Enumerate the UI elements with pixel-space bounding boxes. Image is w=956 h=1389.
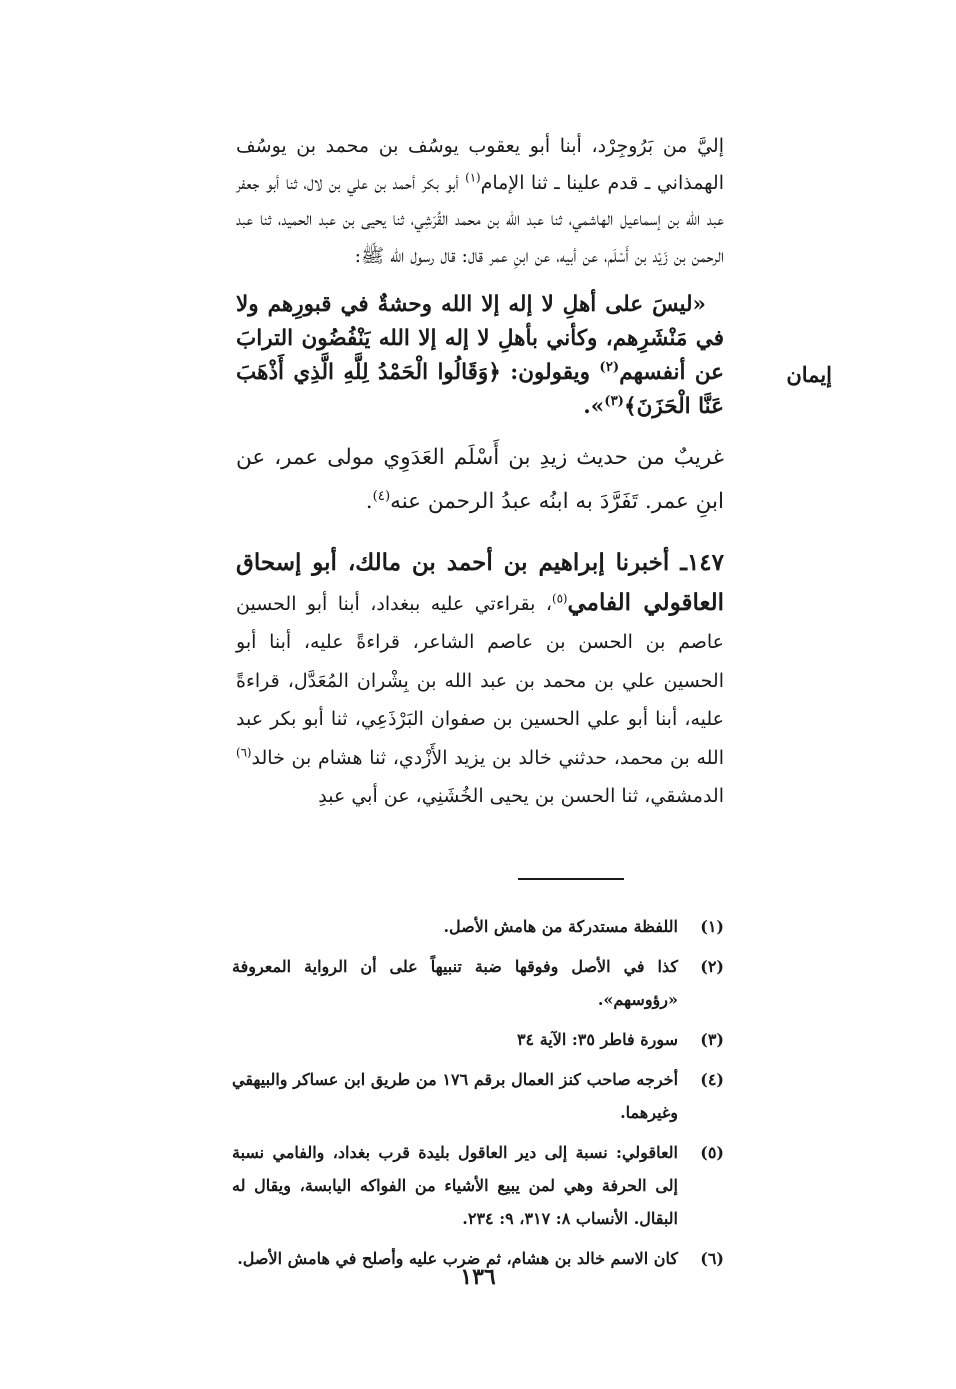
footnotes	[232, 910, 724, 1282]
text-span: غريبٌ من حديث زيدِ بن أَسْلَم العَدَوِي مولى عمر، عن ابنِ عمر. تَفَرَّدَ به ابنُه عبدُ الرحمن عنه	[236, 445, 724, 514]
footnote-text: أخرجه صاحب كنز العمال برقم ١٧٦ من طريق ابن عساكر والبيهقي وغيرهما.	[232, 1070, 679, 1122]
footnote-ref-6[interactable]: (٦)	[236, 745, 252, 760]
footnote-text: سورة فاطر ٣٥: الآية ٣٤	[516, 1030, 678, 1049]
text-span: أبو بكر أحمد بن علي بن لال، ثنا أبو جعفر عبد الله بن إسماعيل الهاشمي، ثنا عبد الله بن محمد القُرَشِي، ثنا يحيى بن عبد الحميد، ثنا عبد الرحمن بن زَيْد بن أَسْلَم، عن أبيه، عن ابنِ عمر قال: قال رسول الله ﷺ:	[236, 171, 724, 267]
text-span: إليَّ من بَرُوجِرْد، أبنا أبو يعقوب يوسُف بن محمد بن يوسُف الهمذاني ـ قدم علينا ـ ثنا الإمام	[236, 135, 724, 194]
footnote-number: (٤)	[700, 1070, 724, 1089]
paragraph-entry-147	[236, 544, 724, 816]
paragraph-comment	[236, 436, 724, 524]
paragraph-isnad	[236, 128, 724, 274]
footnote-ref-5[interactable]: (٥)	[551, 591, 568, 606]
footnote-text: كان الاسم خالد بن هشام، ثم ضرب عليه وأصلح في هامش الأصل.	[237, 1249, 678, 1268]
footnote-number: (١)	[700, 917, 724, 936]
paragraph-hadith	[236, 288, 724, 424]
text-span: الدمشقي، ثنا الحسن بن يحيى الخُشَنِي، عن أبي عبدِ	[318, 785, 724, 807]
entry-heading: ١٤٧ـ أخبرنا إبراهيم بن أحمد بن مالك، أبو إسحاق العاقولي الفامي	[236, 549, 724, 616]
text-span: «ليسَ على أهلِ لا إله إلا الله وحشةٌ في قبورِهم ولا في مَنْشَرِهم، وكأني بأهلِ لا إله إلا الله يَنْفُضُون الترابَ عن أنفسهم	[236, 292, 725, 385]
footnote-number: (٦)	[700, 1249, 724, 1268]
main-text	[236, 128, 724, 816]
footnote-ref-2[interactable]: (٢)	[599, 358, 620, 375]
page-number: ١٣٦	[460, 1264, 496, 1290]
footnote-text: اللفظة مستدركة من هامش الأصل.	[443, 917, 678, 936]
footnote-item	[232, 910, 724, 943]
footnote-item	[232, 1023, 724, 1056]
text-span: ، بقراءتي عليه ببغداد، أبنا أبو الحسين عاصم بن الحسن بن عاصم الشاعر، قراءةً عليه، أبنا أبو الحسين علي بن محمد بن عبد الله بن بِشْران المُعَدَّل، قراءةً عليه، أبنا أبو علي الحسين بن صفوان البَرْذَعِي، ثنا أبو بكر عبد الله بن محمد، حدثني خالد بن يزيد الأَزْدي، ثنا هشام بن خالد	[236, 592, 724, 769]
margin-note: إيمان	[786, 362, 832, 387]
footnote-number: (٣)	[700, 1030, 724, 1049]
footnote-ref-4[interactable]: (٤)	[372, 488, 391, 504]
footnote-text: العاقولي: نسبة إلى دير العاقول بليدة قرب بغداد، والفامي نسبة إلى الحرفة وهي لمن يبيع الأشياء من الفواكه اليابسة، ويقال له البقال. الأنساب ٨: ٣١٧، ٩: ٢٣٤.	[232, 1143, 678, 1228]
quran-verse: ﴿وَقَالُوا الْحَمْدُ لِلَّهِ الَّذِي أَذْهَبَ عَنَّا الْحَزَنَ﴾	[236, 360, 724, 419]
footnote-number: (٢)	[700, 957, 724, 976]
footnote-text: كذا في الأصل وفوقها ضبة تنبيهاً على أن الرواية المعروفة «رؤوسهم».	[232, 957, 678, 1009]
footnote-item	[232, 1136, 724, 1235]
text-span: .	[365, 489, 373, 514]
text-span: ».	[583, 394, 605, 419]
footnote-item	[232, 950, 724, 1016]
footnote-number: (٥)	[700, 1143, 724, 1162]
text-span: ويقولون:	[500, 360, 600, 385]
footnote-divider	[518, 878, 624, 880]
footnote-item	[232, 1063, 724, 1129]
footnote-ref-3[interactable]: (٣)	[604, 392, 624, 409]
footnote-ref-1[interactable]: (١)	[465, 170, 481, 185]
